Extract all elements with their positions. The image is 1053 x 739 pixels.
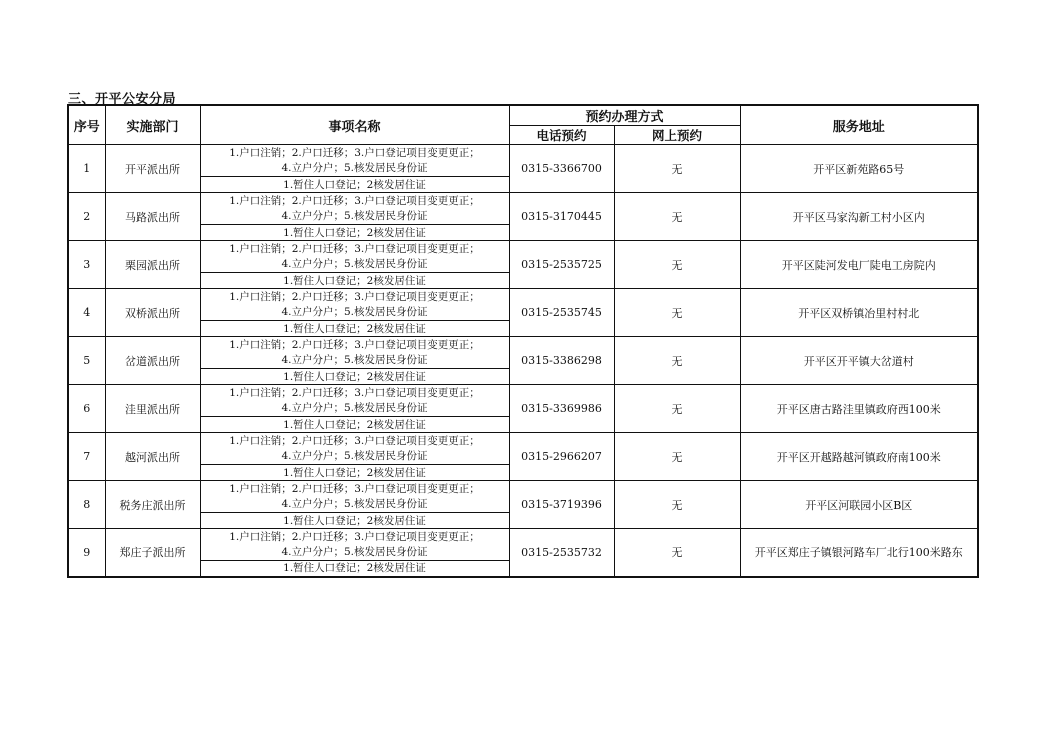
dept-cell: 税务庄派出所 [105, 481, 200, 529]
item-cell-secondary: 1.暂住人口登记；2核发居住证 [200, 321, 509, 337]
item-cell-secondary: 1.暂住人口登记；2核发居住证 [200, 369, 509, 385]
item-line-1: 1.户口注销；2.户口迁移；3.户口登记项目变更更正； [229, 530, 480, 543]
item-cell-secondary: 1.暂住人口登记；2核发居住证 [200, 513, 509, 529]
item-cell-primary [200, 433, 509, 465]
dept-cell: 岔道派出所 [105, 337, 200, 385]
online-cell: 无 [614, 385, 740, 433]
item-cell-secondary: 1.暂住人口登记；2核发居住证 [200, 465, 509, 481]
address-cell: 开平区郑庄子镇银河路车厂北行100米路东 [740, 529, 978, 577]
item-line-1: 1.户口注销；2.户口迁移；3.户口登记项目变更更正； [229, 482, 480, 495]
address-cell: 开平区开越路越河镇政府南100米 [740, 433, 978, 481]
item-line-1: 1.户口注销；2.户口迁移；3.户口登记项目变更更正； [229, 338, 480, 351]
item-line-1: 1.户口注销；2.户口迁移；3.户口登记项目变更更正； [229, 434, 480, 447]
header-address: 服务地址 [740, 105, 978, 145]
item-line-2: 4.立户分户；5.核发居民身份证 [281, 161, 428, 174]
address-cell: 开平区陡河发电厂陡电工房院内 [740, 241, 978, 289]
section-title: 三、开平公安分局 [68, 92, 177, 107]
item-cell-primary [200, 481, 509, 513]
online-cell: 无 [614, 289, 740, 337]
item-line-2: 4.立户分户；5.核发居民身份证 [281, 209, 428, 222]
dept-cell: 洼里派出所 [105, 385, 200, 433]
header-item: 事项名称 [200, 105, 509, 145]
item-cell-secondary: 1.暂住人口登记；2核发居住证 [200, 177, 509, 193]
dept-cell: 开平派出所 [105, 145, 200, 193]
item-line-1: 1.户口注销；2.户口迁移；3.户口登记项目变更更正； [229, 242, 480, 255]
address-cell: 开平区双桥镇冶里村村北 [740, 289, 978, 337]
item-cell-primary [200, 385, 509, 417]
table-row [68, 481, 978, 513]
item-cell-primary [200, 145, 509, 177]
item-line-1: 1.户口注销；2.户口迁移；3.户口登记项目变更更正； [229, 386, 480, 399]
dept-cell: 栗园派出所 [105, 241, 200, 289]
item-line-2: 4.立户分户；5.核发居民身份证 [281, 497, 428, 510]
item-line-2: 4.立户分户；5.核发居民身份证 [281, 305, 428, 318]
seq-cell: 6 [68, 385, 105, 433]
header-dept: 实施部门 [105, 105, 200, 145]
phone-cell: 0315-2535745 [509, 289, 614, 337]
header-online: 网上预约 [614, 126, 740, 145]
online-cell: 无 [614, 241, 740, 289]
item-line-1: 1.户口注销；2.户口迁移；3.户口登记项目变更更正； [229, 146, 480, 159]
item-cell-secondary: 1.暂住人口登记；2核发居住证 [200, 273, 509, 289]
address-cell: 开平区新苑路65号 [740, 145, 978, 193]
header-seq: 序号 [68, 105, 105, 145]
dept-cell: 郑庄子派出所 [105, 529, 200, 577]
item-cell-primary [200, 529, 509, 561]
address-cell: 开平区马家沟新工村小区内 [740, 193, 978, 241]
item-cell-primary [200, 241, 509, 273]
seq-cell: 3 [68, 241, 105, 289]
table-row [68, 529, 978, 561]
table-body [68, 145, 978, 577]
table-header [68, 105, 978, 145]
item-line-2: 4.立户分户；5.核发居民身份证 [281, 401, 428, 414]
item-cell-primary [200, 337, 509, 369]
phone-cell: 0315-3369986 [509, 385, 614, 433]
online-cell: 无 [614, 481, 740, 529]
phone-cell: 0315-3366700 [509, 145, 614, 193]
seq-cell: 1 [68, 145, 105, 193]
item-cell-primary [200, 193, 509, 225]
online-cell: 无 [614, 193, 740, 241]
item-line-2: 4.立户分户；5.核发居民身份证 [281, 257, 428, 270]
phone-cell: 0315-2966207 [509, 433, 614, 481]
online-cell: 无 [614, 145, 740, 193]
seq-cell: 5 [68, 337, 105, 385]
address-cell: 开平区唐古路洼里镇政府西100米 [740, 385, 978, 433]
online-cell: 无 [614, 433, 740, 481]
table-row [68, 385, 978, 417]
dept-cell: 双桥派出所 [105, 289, 200, 337]
table-row [68, 145, 978, 177]
phone-cell: 0315-2535725 [509, 241, 614, 289]
seq-cell: 9 [68, 529, 105, 577]
item-line-2: 4.立户分户；5.核发居民身份证 [281, 545, 428, 558]
seq-cell: 7 [68, 433, 105, 481]
item-line-2: 4.立户分户；5.核发居民身份证 [281, 353, 428, 366]
item-cell-secondary: 1.暂住人口登记；2核发居住证 [200, 417, 509, 433]
header-appointment: 预约办理方式 [509, 105, 740, 126]
item-cell-secondary: 1.暂住人口登记；2核发居住证 [200, 561, 509, 577]
phone-cell: 0315-3170445 [509, 193, 614, 241]
address-cell: 开平区河联园小区B区 [740, 481, 978, 529]
item-cell-secondary: 1.暂住人口登记；2核发居住证 [200, 225, 509, 241]
header-phone: 电话预约 [509, 126, 614, 145]
table-row [68, 193, 978, 225]
seq-cell: 8 [68, 481, 105, 529]
table-row [68, 241, 978, 273]
office-table [67, 104, 979, 578]
seq-cell: 2 [68, 193, 105, 241]
phone-cell: 0315-3386298 [509, 337, 614, 385]
item-line-1: 1.户口注销；2.户口迁移；3.户口登记项目变更更正； [229, 194, 480, 207]
item-line-2: 4.立户分户；5.核发居民身份证 [281, 449, 428, 462]
item-line-1: 1.户口注销；2.户口迁移；3.户口登记项目变更更正； [229, 290, 480, 303]
table-row [68, 337, 978, 369]
table-row [68, 289, 978, 321]
seq-cell: 4 [68, 289, 105, 337]
phone-cell: 0315-3719396 [509, 481, 614, 529]
table-row [68, 433, 978, 465]
phone-cell: 0315-2535732 [509, 529, 614, 577]
item-cell-primary [200, 289, 509, 321]
dept-cell: 马路派出所 [105, 193, 200, 241]
online-cell: 无 [614, 529, 740, 577]
address-cell: 开平区开平镇大岔道村 [740, 337, 978, 385]
online-cell: 无 [614, 337, 740, 385]
dept-cell: 越河派出所 [105, 433, 200, 481]
